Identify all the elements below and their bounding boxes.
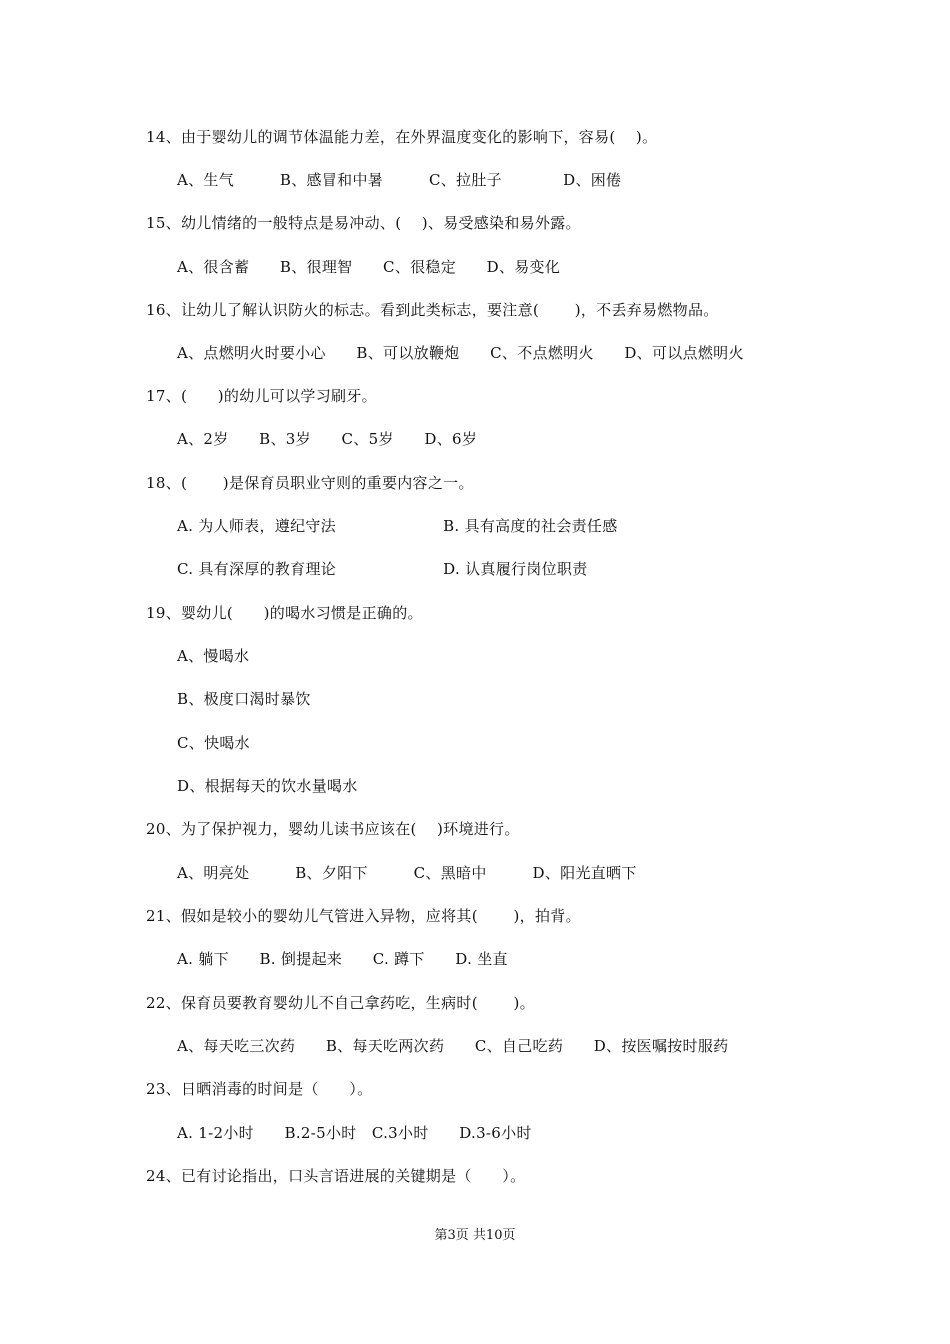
question-17: 17、( )的幼儿可以学习刷牙。 xyxy=(146,387,377,405)
question-18: 18、( )是保育员职业守则的重要内容之一。 xyxy=(146,474,474,492)
question-21: 21、假如是较小的婴幼儿气管进入异物，应将其( )，拍背。 xyxy=(146,907,581,925)
options-23: A. 1-2小时 B.2-5小时 C.3小时 D.3-6小时 xyxy=(177,1124,532,1142)
options-22: A、每天吃三次药 B、每天吃两次药 C、自己吃药 D、按医嘱按时服药 xyxy=(177,1037,729,1055)
question-16: 16、让幼儿了解认识防火的标志。看到此类标志，要注意( )，不丢弃易燃物品。 xyxy=(146,301,719,319)
question-15: 15、幼儿情绪的一般特点是易冲动、( )、易受感染和易外露。 xyxy=(146,214,581,232)
question-19: 19、婴幼儿( )的喝水习惯是正确的。 xyxy=(146,604,423,622)
options-21: A. 躺下 B. 倒提起来 C. 蹲下 D. 坐直 xyxy=(177,950,508,968)
options-20: A、明亮处 B、夕阳下 C、黑暗中 D、阳光直晒下 xyxy=(177,864,637,882)
question-20: 20、为了保护视力，婴幼儿读书应该在( )环境进行。 xyxy=(146,820,520,838)
options-16: A、点燃明火时要小心 B、可以放鞭炮 C、不点燃明火 D、可以点燃明火 xyxy=(177,344,744,362)
options-17: A、2岁 B、3岁 C、5岁 D、6岁 xyxy=(177,430,478,448)
options-18-row-2: C. 具有深厚的教育理论 D. 认真履行岗位职责 xyxy=(177,560,588,578)
option-19-d: D、根据每天的饮水量喝水 xyxy=(177,777,358,795)
option-19-b: B、极度口渴时暴饮 xyxy=(177,690,311,708)
question-24: 24、已有讨论指出，口头言语进展的关键期是（ ）。 xyxy=(146,1167,526,1185)
options-18-row-1: A. 为人师表，遵纪守法 B. 具有高度的社会责任感 xyxy=(177,517,618,535)
options-15: A、很含蓄 B、很理智 C、很稳定 D、易变化 xyxy=(177,258,561,276)
question-22: 22、保育员要教育婴幼儿不自己拿药吃，生病时( )。 xyxy=(146,994,535,1012)
option-19-a: A、慢喝水 xyxy=(177,647,250,665)
option-19-c: C、快喝水 xyxy=(177,734,250,752)
page-number-footer: 第3页 共10页 xyxy=(434,1228,516,1243)
options-14: A、生气 B、感冒和中暑 C、拉肚子 D、困倦 xyxy=(177,171,622,189)
question-14: 14、由于婴幼儿的调节体温能力差，在外界温度变化的影响下，容易( )。 xyxy=(146,128,658,146)
question-23: 23、日晒消毒的时间是（ ）。 xyxy=(146,1080,373,1098)
